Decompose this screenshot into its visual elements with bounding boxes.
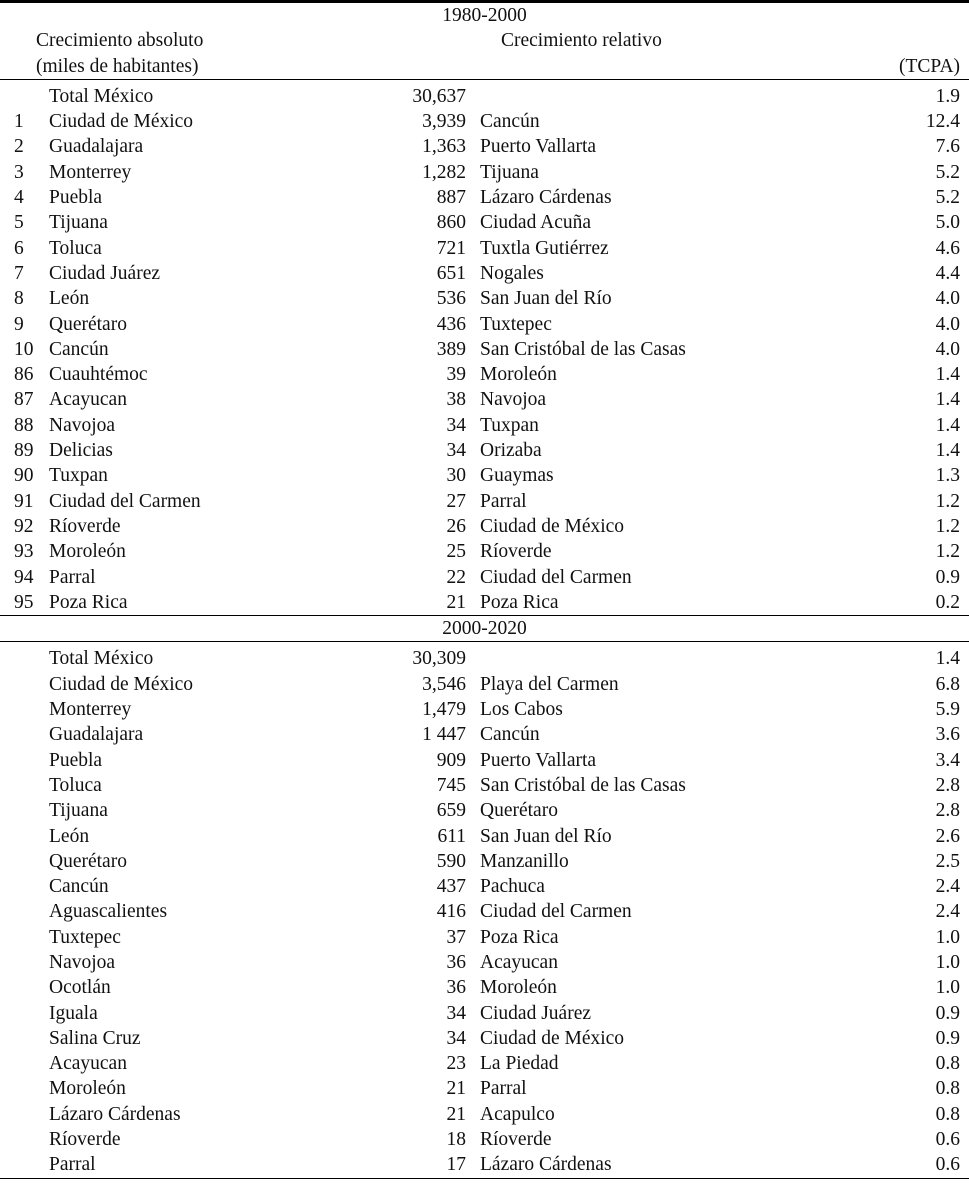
total-row — [0, 642, 969, 672]
relative-city-name: Tuxtepec — [480, 313, 552, 335]
absolute-value: 1,282 — [422, 161, 466, 183]
relative-value: 1.4 — [935, 414, 961, 436]
relative-value: 5.0 — [935, 212, 961, 234]
table-row — [0, 160, 969, 185]
rank-cell: 4 — [14, 187, 24, 209]
relative-city-name: San Juan del Río — [480, 825, 612, 847]
absolute-city-name: León — [49, 825, 90, 847]
table-row — [0, 1127, 969, 1152]
relative-value: 0.6 — [879, 1152, 969, 1178]
rank-cell: 92 — [14, 515, 34, 537]
rank-cell — [0, 748, 49, 773]
relative-value: 0.2 — [935, 591, 961, 613]
rank-cell: 6 — [14, 237, 24, 259]
table-row — [0, 109, 969, 134]
header-spacer — [349, 54, 879, 80]
absolute-value: 436 — [436, 313, 466, 335]
table-row — [0, 874, 969, 899]
table-row — [0, 489, 969, 514]
absolute-city-name: Ciudad del Carmen — [49, 490, 201, 512]
rank-cell: 94 — [14, 566, 34, 588]
table-row — [0, 1076, 969, 1101]
table-row — [0, 236, 969, 261]
table-row — [0, 1152, 969, 1178]
relative-city-name: Tuxtla Gutiérrez — [480, 237, 609, 259]
absolute-value: 1,479 — [422, 699, 466, 721]
absolute-city-name: Puebla — [49, 187, 103, 209]
rank-cell: 5 — [14, 212, 24, 234]
table-row — [0, 925, 969, 950]
rank-cell: 88 — [14, 414, 34, 436]
absolute-city-name: Guadalajara — [49, 136, 144, 158]
relative-growth-header: Crecimiento relativo — [501, 30, 662, 52]
relative-value: 0.9 — [935, 1027, 961, 1049]
relative-value: 0.8 — [935, 1053, 961, 1075]
absolute-value: 38 — [446, 389, 466, 411]
rank-cell: 8 — [14, 288, 24, 310]
absolute-value: 25 — [446, 541, 466, 563]
absolute-city-name: Tijuana — [49, 800, 108, 822]
rank-cell — [0, 849, 49, 874]
absolute-value: 22 — [446, 566, 466, 588]
absolute-city-name: Moroleón — [49, 1078, 126, 1100]
relative-city-name: Navojoa — [480, 389, 547, 411]
absolute-value: 23 — [446, 1053, 466, 1075]
table-row — [0, 1102, 969, 1127]
relative-value: 1.2 — [935, 490, 961, 512]
absolute-city-name: Ciudad de México — [49, 673, 194, 695]
absolute-city-name: Ocotlán — [49, 977, 111, 999]
rank-cell: 87 — [14, 389, 34, 411]
relative-city-name: Ciudad del Carmen — [480, 566, 632, 588]
rank-cell — [0, 899, 49, 924]
table-row — [0, 438, 969, 463]
table-row — [0, 672, 969, 697]
relative-city-name: Cancún — [480, 111, 540, 133]
absolute-value: 536 — [436, 288, 466, 310]
table-row — [0, 824, 969, 849]
absolute-value: 26 — [446, 515, 466, 537]
relative-value: 2.8 — [935, 774, 961, 796]
absolute-growth-header: Crecimiento absoluto — [36, 30, 204, 52]
relative-value: 2.4 — [935, 901, 961, 923]
relative-value: 2.8 — [935, 800, 961, 822]
absolute-city-name: Parral — [49, 566, 96, 588]
absolute-value: 659 — [436, 800, 466, 822]
relative-value: 3.4 — [935, 749, 961, 771]
absolute-city-name: Querétaro — [49, 313, 127, 335]
relative-city-name: Moroleón — [480, 977, 557, 999]
absolute-value: 590 — [436, 850, 466, 872]
table-row — [0, 337, 969, 362]
relative-value: 5.9 — [935, 699, 961, 721]
rank-cell: 90 — [14, 465, 34, 487]
rank-cell: 86 — [14, 364, 34, 386]
relative-value: 2.5 — [935, 850, 961, 872]
relative-value: 1.2 — [935, 541, 961, 563]
absolute-city-name: Total México — [49, 79, 349, 109]
absolute-city-name: Total México — [49, 642, 349, 672]
relative-value: 0.9 — [935, 566, 961, 588]
relative-value: 0.9 — [935, 1002, 961, 1024]
absolute-value: 18 — [446, 1129, 466, 1151]
relative-city-name: San Cristóbal de las Casas — [480, 774, 686, 796]
relative-city-name: Parral — [480, 490, 527, 512]
absolute-value: 437 — [436, 876, 466, 898]
rank-cell — [0, 79, 49, 109]
table-row — [0, 261, 969, 286]
relative-value: 1.4 — [935, 440, 961, 462]
relative-city-name: Ríoverde — [480, 541, 552, 563]
rank-cell: 93 — [14, 541, 34, 563]
absolute-value: 21 — [446, 1078, 466, 1100]
relative-city-name: Acapulco — [480, 1103, 555, 1125]
absolute-city-name: Navojoa — [49, 951, 116, 973]
relative-city-name — [469, 642, 879, 672]
absolute-value: 30,309 — [349, 642, 469, 672]
relative-value: 0.6 — [935, 1129, 961, 1151]
absolute-city-name: Moroleón — [49, 541, 126, 563]
relative-value: 4.0 — [935, 313, 961, 335]
table-row — [0, 413, 969, 438]
relative-value: 1.2 — [935, 515, 961, 537]
relative-value: 6.8 — [935, 673, 961, 695]
rank-cell — [0, 1102, 49, 1127]
relative-value: 1.0 — [935, 977, 961, 999]
absolute-value: 34 — [446, 440, 466, 462]
absolute-city-name: Toluca — [49, 774, 102, 796]
table-row — [0, 312, 969, 337]
table-row — [0, 1051, 969, 1076]
rank-cell: 2 — [14, 136, 24, 158]
relative-value: 4.0 — [935, 288, 961, 310]
absolute-value: 27 — [446, 490, 466, 512]
rank-cell: 95 — [14, 591, 34, 613]
absolute-value: 21 — [446, 591, 466, 613]
relative-city-name: Poza Rica — [480, 591, 559, 613]
rank-cell: 89 — [14, 440, 34, 462]
table-body — [0, 2, 969, 1179]
absolute-value: 1,363 — [422, 136, 466, 158]
rank-cell — [0, 1001, 49, 1026]
relative-value: 1.3 — [935, 465, 961, 487]
relative-city-name: Puerto Vallarta — [480, 136, 597, 158]
relative-city-name: Ciudad de México — [480, 1027, 625, 1049]
absolute-value: 36 — [446, 951, 466, 973]
relative-value: 4.4 — [935, 262, 961, 284]
rank-cell — [0, 824, 49, 849]
table-row — [0, 463, 969, 488]
rank-cell: 3 — [14, 161, 24, 183]
absolute-city-name: Delicias — [49, 440, 113, 462]
rank-cell — [0, 950, 49, 975]
absolute-value: 909 — [436, 749, 466, 771]
absolute-city-name: Cancún — [49, 338, 109, 360]
absolute-value: 887 — [436, 187, 466, 209]
section-period-label: 2000-2020 — [0, 616, 969, 642]
table-row — [0, 514, 969, 539]
absolute-city-name: Monterrey — [49, 699, 132, 721]
relative-city-name: Playa del Carmen — [480, 673, 619, 695]
relative-city-name: Poza Rica — [480, 926, 559, 948]
table-row — [0, 362, 969, 387]
absolute-value: 416 — [436, 901, 466, 923]
relative-city-name: Cancún — [480, 724, 540, 746]
relative-value: 4.0 — [935, 338, 961, 360]
table-row — [0, 748, 969, 773]
absolute-value: 39 — [446, 364, 466, 386]
absolute-value: 611 — [437, 825, 466, 847]
rank-cell — [0, 874, 49, 899]
table-row — [0, 286, 969, 311]
relative-city-name: Acayucan — [480, 951, 558, 973]
table-row — [0, 950, 969, 975]
absolute-value: 745 — [436, 774, 466, 796]
relative-value: 4.6 — [935, 237, 961, 259]
rank-cell — [0, 1026, 49, 1051]
rank-cell — [0, 1076, 49, 1101]
relative-value: 2.6 — [935, 825, 961, 847]
absolute-value: 1 447 — [422, 724, 466, 746]
rank-cell: 1 — [14, 111, 24, 133]
table-row — [0, 722, 969, 747]
relative-city-name: La Piedad — [480, 1053, 559, 1075]
absolute-city-name: Toluca — [49, 237, 102, 259]
relative-city-name: Manzanillo — [480, 850, 569, 872]
absolute-city-name: Ríoverde — [49, 515, 121, 537]
relative-city-name: Los Cabos — [480, 699, 563, 721]
absolute-city-name: Acayucan — [49, 389, 127, 411]
absolute-city-name: Ciudad Juárez — [49, 262, 161, 284]
absolute-value: 721 — [436, 237, 466, 259]
relative-value: 0.8 — [935, 1078, 961, 1100]
relative-city-name: Puerto Vallarta — [480, 749, 597, 771]
absolute-city-name: Iguala — [49, 1002, 98, 1024]
relative-city-name: Ciudad Acuña — [480, 212, 592, 234]
rank-cell — [0, 1051, 49, 1076]
table-row — [0, 899, 969, 924]
table-row — [0, 798, 969, 823]
table-row — [0, 565, 969, 590]
absolute-city-name: Tuxtepec — [49, 926, 121, 948]
relative-city-name: Guaymas — [480, 465, 554, 487]
rank-cell — [0, 1152, 49, 1178]
absolute-growth-unit: (miles de habitantes) — [36, 55, 199, 77]
rank-cell — [0, 642, 49, 672]
absolute-city-name: Lázaro Cárdenas — [49, 1103, 181, 1125]
relative-city-name: Lázaro Cárdenas — [480, 187, 612, 209]
relative-value: 5.2 — [935, 161, 961, 183]
table-row — [0, 1026, 969, 1051]
relative-value: 1.4 — [935, 389, 961, 411]
relative-value: 5.2 — [935, 187, 961, 209]
table-row — [0, 849, 969, 874]
relative-value: 12.4 — [925, 111, 961, 133]
relative-value: 3.6 — [935, 724, 961, 746]
absolute-value: 30,637 — [349, 79, 469, 109]
table-row — [0, 210, 969, 235]
absolute-value: 3,546 — [422, 673, 466, 695]
rank-cell — [0, 672, 49, 697]
relative-value: 1.0 — [935, 926, 961, 948]
rank-cell — [0, 773, 49, 798]
column-header-row-2 — [0, 54, 969, 80]
absolute-city-name: Acayucan — [49, 1053, 127, 1075]
absolute-value: 34 — [446, 1002, 466, 1024]
total-row — [0, 79, 969, 109]
absolute-value: 17 — [349, 1152, 469, 1178]
absolute-city-name: León — [49, 288, 90, 310]
table-row — [0, 539, 969, 564]
relative-value: 1.4 — [935, 364, 961, 386]
rank-cell — [0, 798, 49, 823]
absolute-city-name: Cuauhtémoc — [49, 364, 148, 386]
relative-city-name: Parral — [480, 1078, 527, 1100]
relative-city-name — [469, 79, 879, 109]
relative-city-name: Ríoverde — [480, 1129, 552, 1151]
absolute-city-name: Puebla — [49, 749, 103, 771]
relative-city-name: Ciudad del Carmen — [480, 901, 632, 923]
absolute-value: 21 — [446, 1103, 466, 1125]
column-header-row-1 — [0, 28, 969, 53]
absolute-value: 37 — [446, 926, 466, 948]
table-row — [0, 1001, 969, 1026]
absolute-city-name: Querétaro — [49, 850, 127, 872]
relative-city-name: San Cristóbal de las Casas — [480, 338, 686, 360]
relative-value: 1.4 — [879, 642, 969, 672]
relative-city-name: Ciudad de México — [480, 515, 625, 537]
absolute-city-name: Cancún — [49, 876, 109, 898]
relative-city-name: Ciudad Juárez — [480, 1002, 592, 1024]
absolute-value: 34 — [446, 1027, 466, 1049]
relative-city-name: Pachuca — [480, 876, 545, 898]
table-row — [0, 975, 969, 1000]
table-row — [0, 185, 969, 210]
absolute-city-name: Monterrey — [49, 161, 132, 183]
absolute-city-name: Guadalajara — [49, 724, 144, 746]
relative-value: 7.6 — [935, 136, 961, 158]
table-row — [0, 590, 969, 616]
rank-cell: 91 — [14, 490, 34, 512]
relative-city-name: Tijuana — [480, 161, 539, 183]
rank-cell — [0, 722, 49, 747]
table-row — [0, 697, 969, 722]
relative-city-name: Orizaba — [480, 440, 542, 462]
absolute-value: 30 — [446, 465, 466, 487]
relative-city-name: Nogales — [480, 262, 544, 284]
absolute-value: 3,939 — [422, 111, 466, 133]
absolute-city-name: Parral — [49, 1152, 349, 1178]
relative-value: 0.8 — [935, 1103, 961, 1125]
relative-value: 1.9 — [879, 79, 969, 109]
relative-city-name: San Juan del Río — [480, 288, 612, 310]
relative-growth-unit: (TCPA) — [899, 55, 961, 77]
absolute-city-name: Salina Cruz — [49, 1027, 141, 1049]
absolute-city-name: Aguascalientes — [49, 901, 168, 923]
absolute-city-name: Ciudad de México — [49, 111, 194, 133]
rank-cell: 7 — [14, 262, 24, 284]
section-period-row — [0, 616, 969, 642]
section-period-row — [0, 2, 969, 29]
absolute-city-name: Poza Rica — [49, 591, 128, 613]
absolute-city-name: Tijuana — [49, 212, 108, 234]
rank-cell — [0, 1127, 49, 1152]
relative-value: 1.0 — [935, 951, 961, 973]
relative-city-name: Moroleón — [480, 364, 557, 386]
absolute-value: 389 — [436, 338, 466, 360]
rank-cell: 9 — [14, 313, 24, 335]
table-row — [0, 773, 969, 798]
relative-city-name: Tuxpan — [480, 414, 539, 436]
relative-city-name: Querétaro — [480, 800, 558, 822]
rank-cell — [0, 925, 49, 950]
absolute-city-name: Tuxpan — [49, 465, 108, 487]
absolute-value: 36 — [446, 977, 466, 999]
table-row — [0, 387, 969, 412]
relative-city-name: Lázaro Cárdenas — [469, 1152, 879, 1178]
absolute-city-name: Navojoa — [49, 414, 116, 436]
relative-value: 2.4 — [935, 876, 961, 898]
rank-cell — [0, 975, 49, 1000]
absolute-value: 860 — [436, 212, 466, 234]
table-row — [0, 134, 969, 159]
absolute-value: 651 — [436, 262, 466, 284]
rank-cell: 10 — [14, 338, 34, 360]
absolute-value: 34 — [446, 414, 466, 436]
absolute-city-name: Ríoverde — [49, 1129, 121, 1151]
section-period-label: 1980-2000 — [0, 2, 969, 29]
rank-cell — [0, 697, 49, 722]
